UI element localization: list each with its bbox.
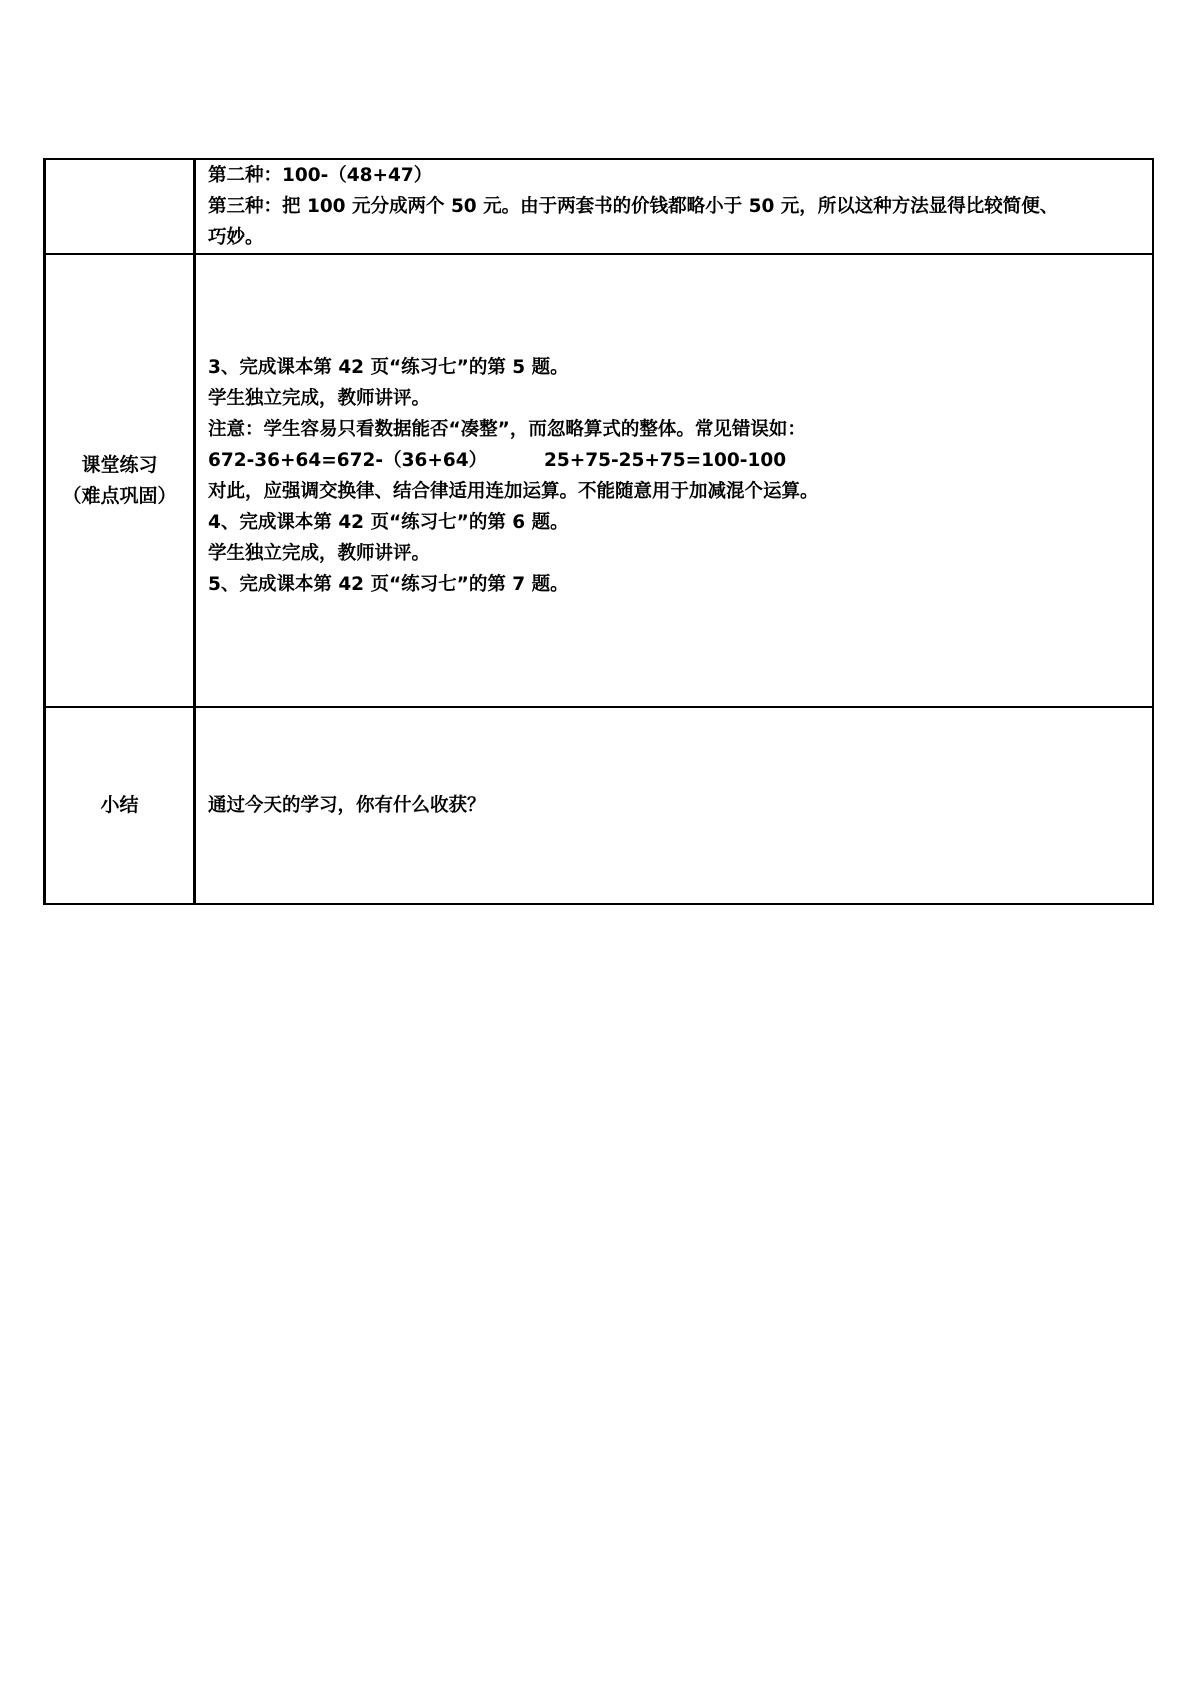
- row-content-summary: [195, 707, 1154, 904]
- exercise-5-line: 5、完成课本第 42 页“练习七”的第 7 题。: [208, 573, 569, 595]
- lesson-plan-table: [43, 158, 1154, 905]
- formula-a: 672-36+64=672-（36+64）: [208, 449, 488, 471]
- row-content-methods: [195, 159, 1154, 254]
- row-content-practice: [195, 254, 1154, 707]
- summary-label: 小结: [100, 794, 139, 816]
- practice-top-spacer: [208, 266, 1140, 352]
- emphasis-line: 对此，应强调交换律、结合律适用连加运算。不能随意用于加减混个运算。: [208, 480, 819, 502]
- row-label-summary: [45, 707, 195, 904]
- method-three-line: 第三种：把 100 元分成两个 50 元。由于两套书的价钱都略小于 50 元，所以这种方法显得比较简便、: [208, 196, 1059, 217]
- note-line: 注意：学生容易只看数据能否“凑整”，而忽略算式的整体。常见错误如：: [208, 418, 806, 440]
- summary-question: 通过今天的学习，你有什么收获？: [208, 795, 486, 816]
- method-three-continued: 巧妙。: [208, 227, 264, 248]
- table-row: [45, 159, 1154, 254]
- practice-bottom-spacer: [208, 600, 1140, 696]
- formula-b: 25+75-25+75=100-100: [544, 449, 787, 471]
- table-row: [45, 254, 1154, 707]
- student-independent-line: 学生独立完成，教师讲评。: [208, 387, 431, 409]
- row-label-practice: [45, 254, 195, 707]
- exercise-4-line: 4、完成课本第 42 页“练习七”的第 6 题。: [208, 511, 569, 533]
- practice-sublabel: （难点巩固）: [62, 484, 177, 507]
- formula-row: [208, 445, 1140, 476]
- table-row: [45, 707, 1154, 904]
- method-two-line: 第二种：100-（48+47）: [208, 165, 433, 186]
- row-label-empty: [45, 159, 195, 254]
- practice-label: 课堂练习: [81, 453, 158, 476]
- exercise-3-line: 3、完成课本第 42 页“练习七”的第 5 题。: [208, 356, 569, 378]
- student-independent-line-2: 学生独立完成，教师讲评。: [208, 542, 431, 564]
